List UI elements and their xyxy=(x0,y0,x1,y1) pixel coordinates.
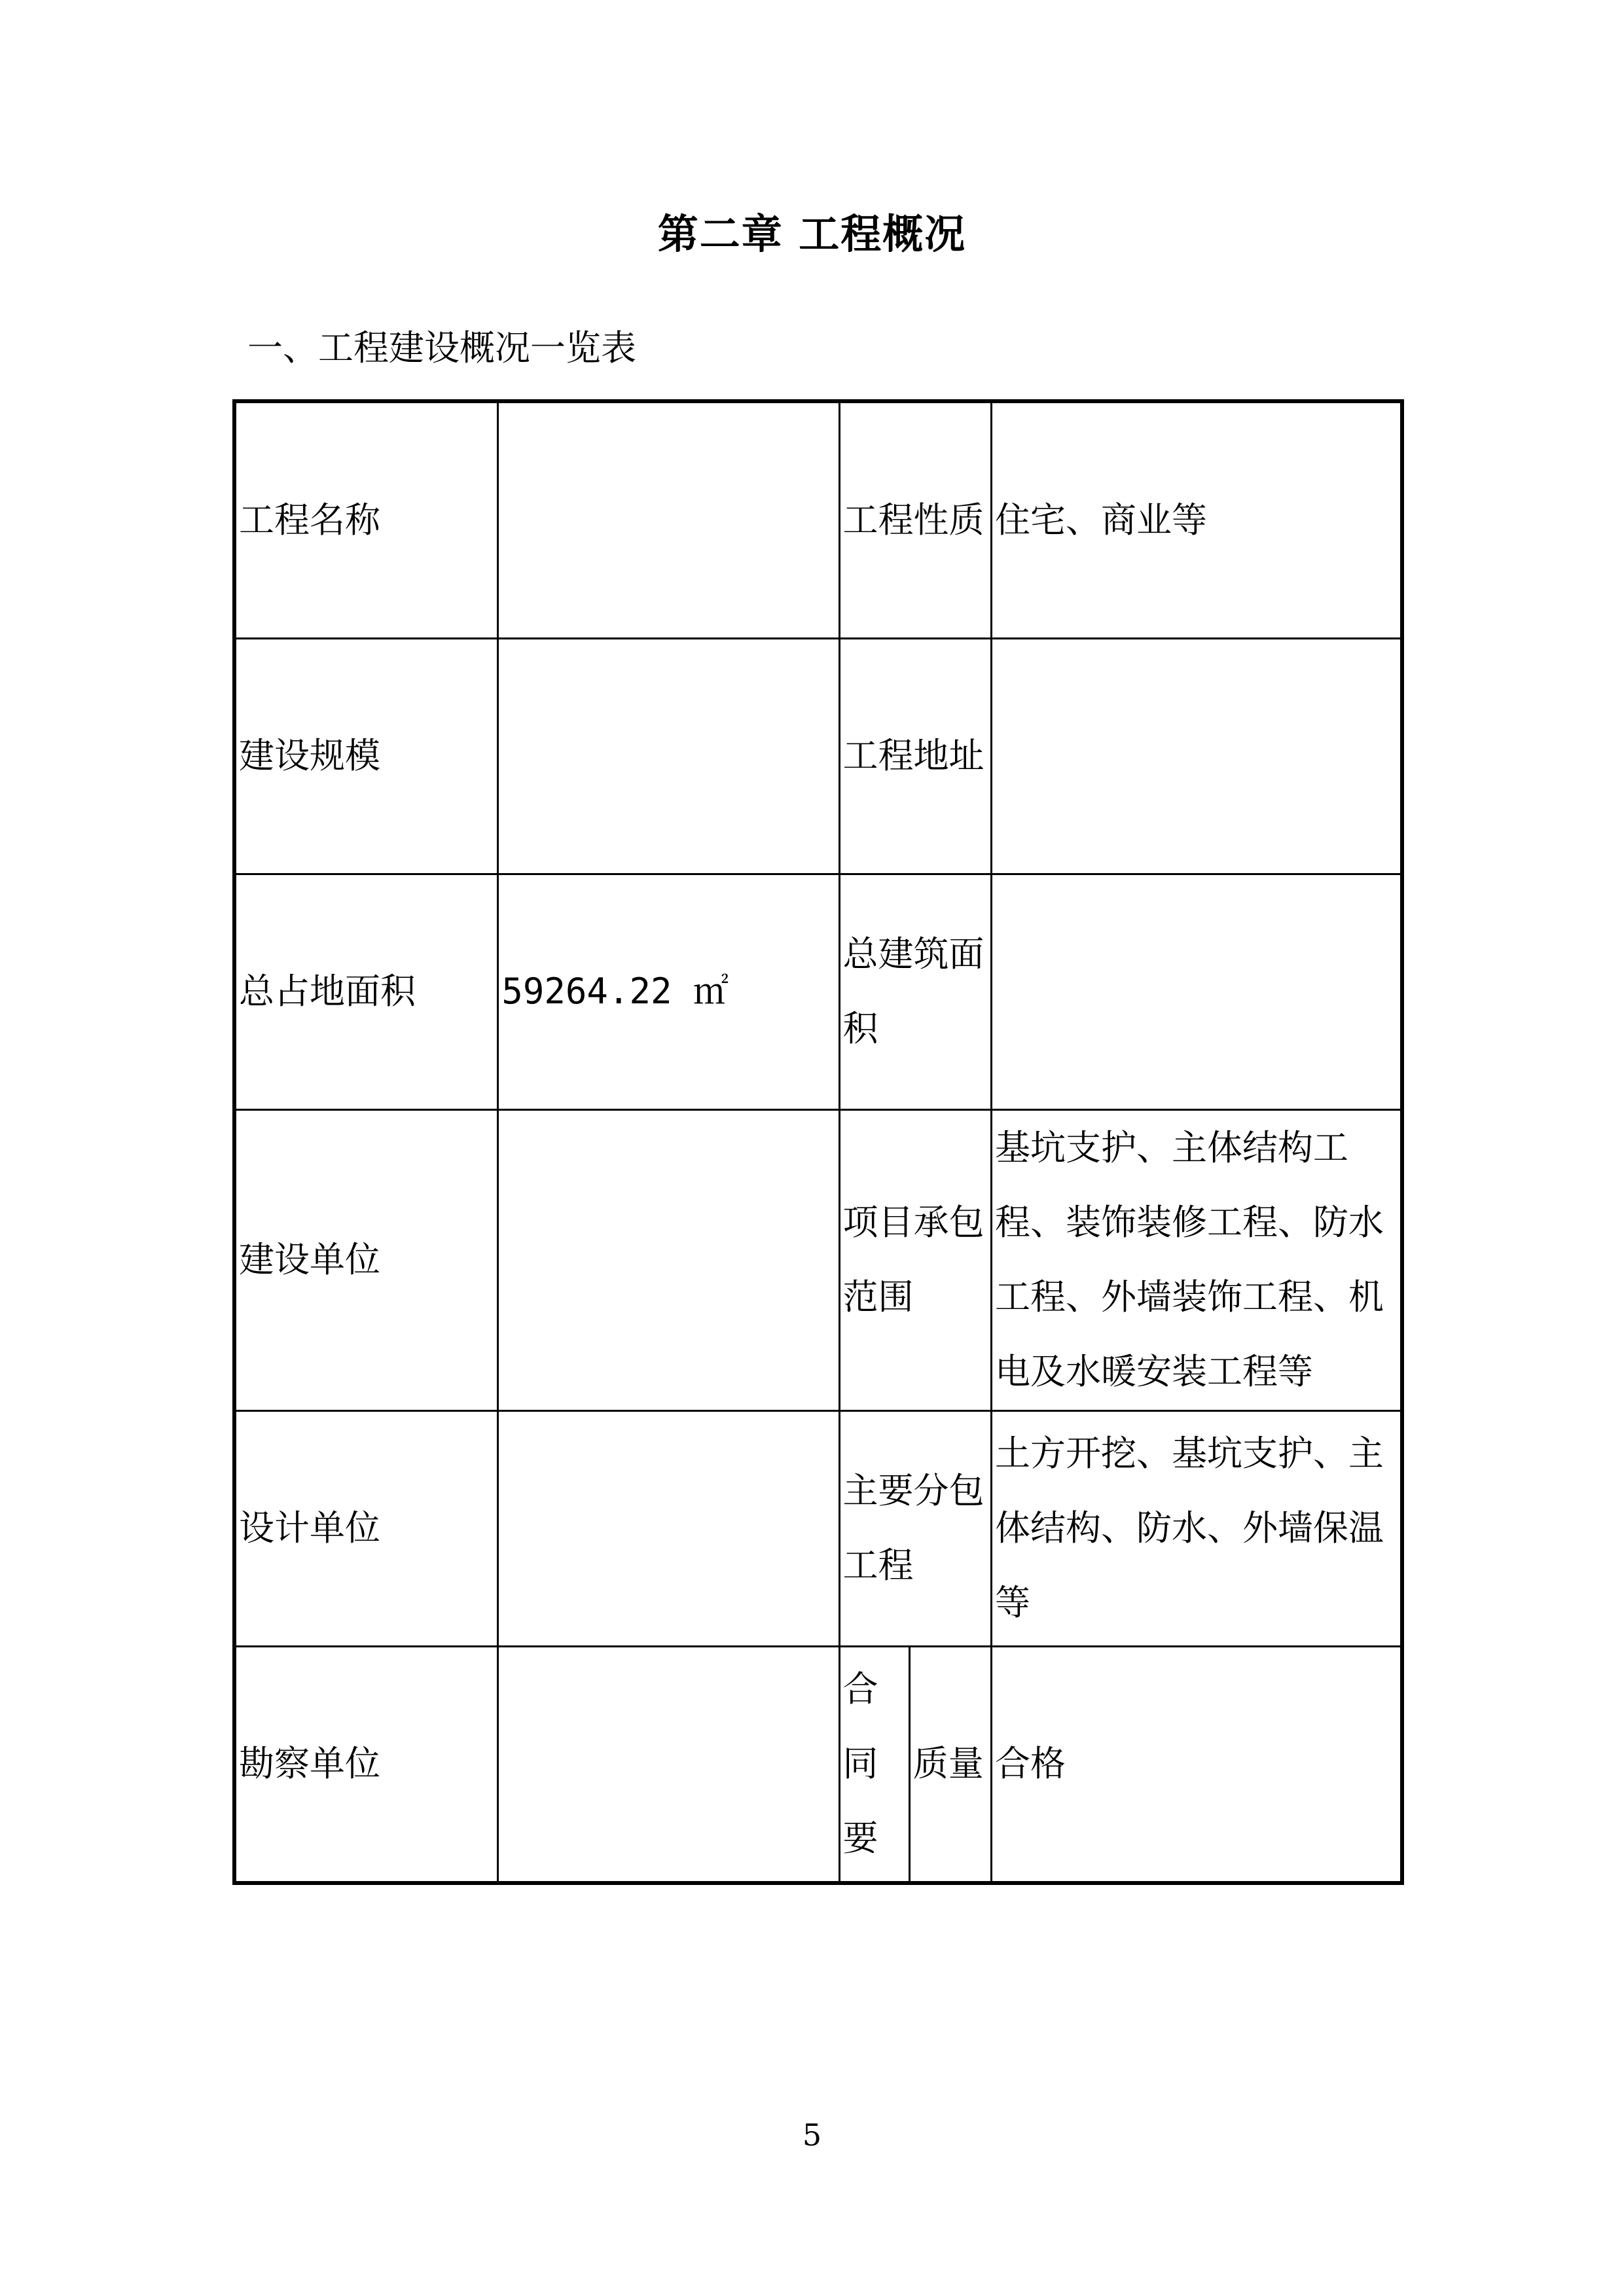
label-contract-scope: 项目承包范围 xyxy=(839,1109,992,1410)
value-construction-scale xyxy=(498,638,839,874)
table-row xyxy=(234,874,1402,1109)
value-main-subcontracts: 土方开挖、基坑支护、主体结构、防水、外墙保温等 xyxy=(992,1410,1402,1646)
label-developer: 建设单位 xyxy=(234,1109,498,1410)
table-row xyxy=(234,401,1402,638)
value-project-address xyxy=(992,638,1402,874)
value-total-land-area: 59264.22 ㎡ xyxy=(498,874,839,1109)
value-survey-unit xyxy=(498,1646,839,1883)
section-heading: 一、工程建设概况一览表 xyxy=(247,327,636,368)
table-row xyxy=(234,1410,1402,1646)
label-total-land-area: 总占地面积 xyxy=(234,874,498,1109)
label-project-address: 工程地址 xyxy=(839,638,992,874)
table-row xyxy=(234,1109,1402,1410)
label-total-floor-area: 总建筑面积 xyxy=(839,874,992,1109)
page-number: 5 xyxy=(802,2117,822,2153)
chapter-title: 第二章 工程概况 xyxy=(657,210,967,258)
label-survey-unit: 勘察单位 xyxy=(234,1646,498,1883)
value-design-unit xyxy=(498,1410,839,1646)
value-quality: 合格 xyxy=(992,1646,1402,1883)
label-main-subcontracts: 主要分包工程 xyxy=(839,1410,992,1646)
table-row xyxy=(234,1646,1402,1883)
label-construction-scale: 建设规模 xyxy=(234,638,498,874)
label-quality: 质量 xyxy=(909,1646,991,1883)
table-row xyxy=(234,638,1402,874)
label-design-unit: 设计单位 xyxy=(234,1410,498,1646)
value-developer xyxy=(498,1109,839,1410)
value-total-floor-area xyxy=(992,874,1402,1109)
label-project-name: 工程名称 xyxy=(234,401,498,638)
value-project-name xyxy=(498,401,839,638)
label-project-nature: 工程性质 xyxy=(839,401,992,638)
value-project-nature: 住宅、商业等 xyxy=(992,401,1402,638)
project-overview-table xyxy=(232,399,1404,1885)
value-contract-scope: 基坑支护、主体结构工程、装饰装修工程、防水工程、外墙装饰工程、机电及水暖安装工程等 xyxy=(992,1109,1402,1410)
label-contract-requirement: 合同要 xyxy=(839,1646,909,1883)
